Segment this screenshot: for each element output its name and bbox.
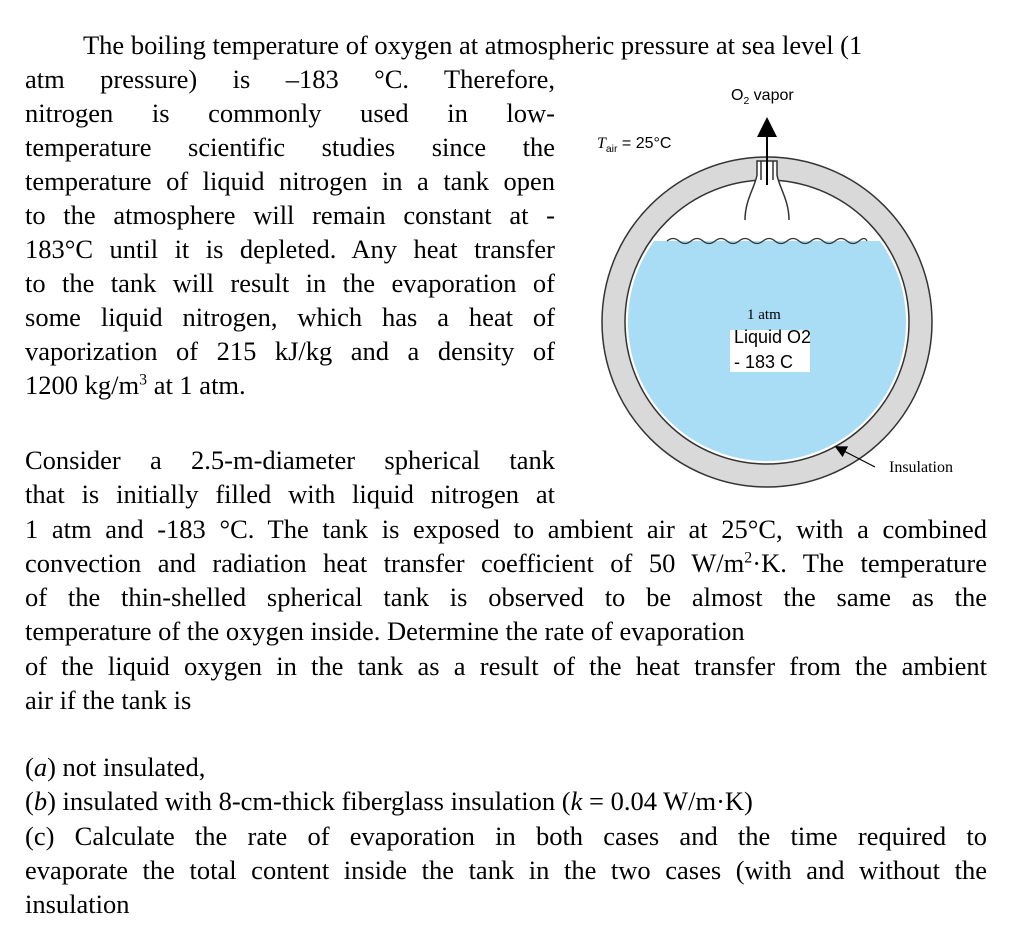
vapor-label — [731, 87, 794, 108]
part-a-text: not insulated, — [55, 752, 206, 782]
tair-symbol: T — [597, 135, 606, 152]
part-c-line-1: (c) Calculate the rate of evaporation in both cases and the time required to — [25, 820, 987, 851]
intro-line-5: temperature of liquid nitrogen in a tank open — [25, 166, 555, 196]
part-b-text: insulated with 8-cm-thick fiberglass insulation ( — [55, 786, 571, 817]
problem-line-5: of the thin-shelled spherical tank is observed to be almost the same as the — [25, 582, 987, 613]
part-b-label: b — [33, 786, 48, 817]
coefficient-text: convection and radiation heat transfer coefficient of 50 W/m — [25, 547, 745, 578]
vapor-label-symbol: O — [731, 87, 744, 104]
tank-diagram — [585, 75, 1005, 495]
part-b-k-value: = 0.04 W/m·K) — [582, 786, 753, 817]
problem-line-3: 1 atm and -183 °C. The tank is exposed to ambient air at 25°C, with a combined — [25, 513, 987, 544]
problem-line-8: air if the tank is — [25, 685, 192, 716]
problem-line-2: that is initially filled with liquid nitrogen at — [25, 479, 555, 510]
insulation-label: Insulation — [889, 459, 953, 476]
vapor-label-subscript: 2 — [743, 96, 750, 108]
part-b: (b) insulated with 8-cm-thick fiberglass insulation (k = 0.04 W/m·K) — [25, 786, 753, 817]
intro-line-11 — [25, 368, 555, 402]
coefficient-suffix: ·K. The temperature — [752, 547, 987, 578]
tair-subscript: air — [605, 144, 618, 156]
part-a: (a) not insulated, — [25, 752, 206, 782]
intro-line-6: to the atmosphere will remain constant at - — [25, 200, 555, 230]
vapor-label-suffix: vapor — [749, 87, 794, 104]
liquid-temperature-label: - 183 C — [734, 352, 794, 372]
intro-line-4: temperature scientific studies since the — [25, 132, 555, 162]
coefficient-exponent: 2 — [744, 549, 753, 567]
ambient-temperature-label — [597, 135, 672, 156]
tair-value: = 25°C — [617, 135, 672, 152]
part-c-line-3: insulation — [25, 889, 130, 920]
part-b-k-symbol: k — [570, 786, 583, 817]
intro-line-9: some liquid nitrogen, which has a heat of — [25, 302, 555, 332]
intro-line-3: nitrogen is commonly used in low- — [25, 98, 555, 128]
problem-line-6: temperature of the oxygen inside. Determine the rate of evaporation — [25, 616, 745, 647]
problem-line-7: of the liquid oxygen in the tank as a result of the heat transfer from the ambient — [25, 650, 987, 681]
density-value: 1200 kg/m — [25, 370, 140, 400]
density-suffix: at 1 atm. — [147, 370, 246, 400]
intro-line-1: The boiling temperature of oxygen at atmospheric pressure at sea level (1 — [83, 30, 863, 60]
problem-line-4 — [25, 546, 987, 580]
density-exponent: 3 — [139, 371, 148, 389]
intro-line-10: vaporization of 215 kJ/kg and a density of — [25, 336, 555, 366]
intro-line-8: to the tank will result in the evaporation of — [25, 268, 555, 298]
intro-line-2: atm pressure) is –183 °C. Therefore, — [25, 64, 555, 94]
part-a-label: a — [33, 752, 48, 782]
intro-line-7: 183°C until it is depleted. Any heat transfer — [25, 234, 555, 264]
question-parts — [25, 750, 987, 921]
liquid-label: Liquid O2 — [734, 327, 812, 347]
problem-line-1: Consider a 2.5-m-diameter spherical tank — [25, 445, 555, 475]
pressure-label: 1 atm — [747, 307, 781, 323]
part-c-line-2: evaporate the total content inside the tank in the two cases (with and without the — [25, 854, 987, 885]
